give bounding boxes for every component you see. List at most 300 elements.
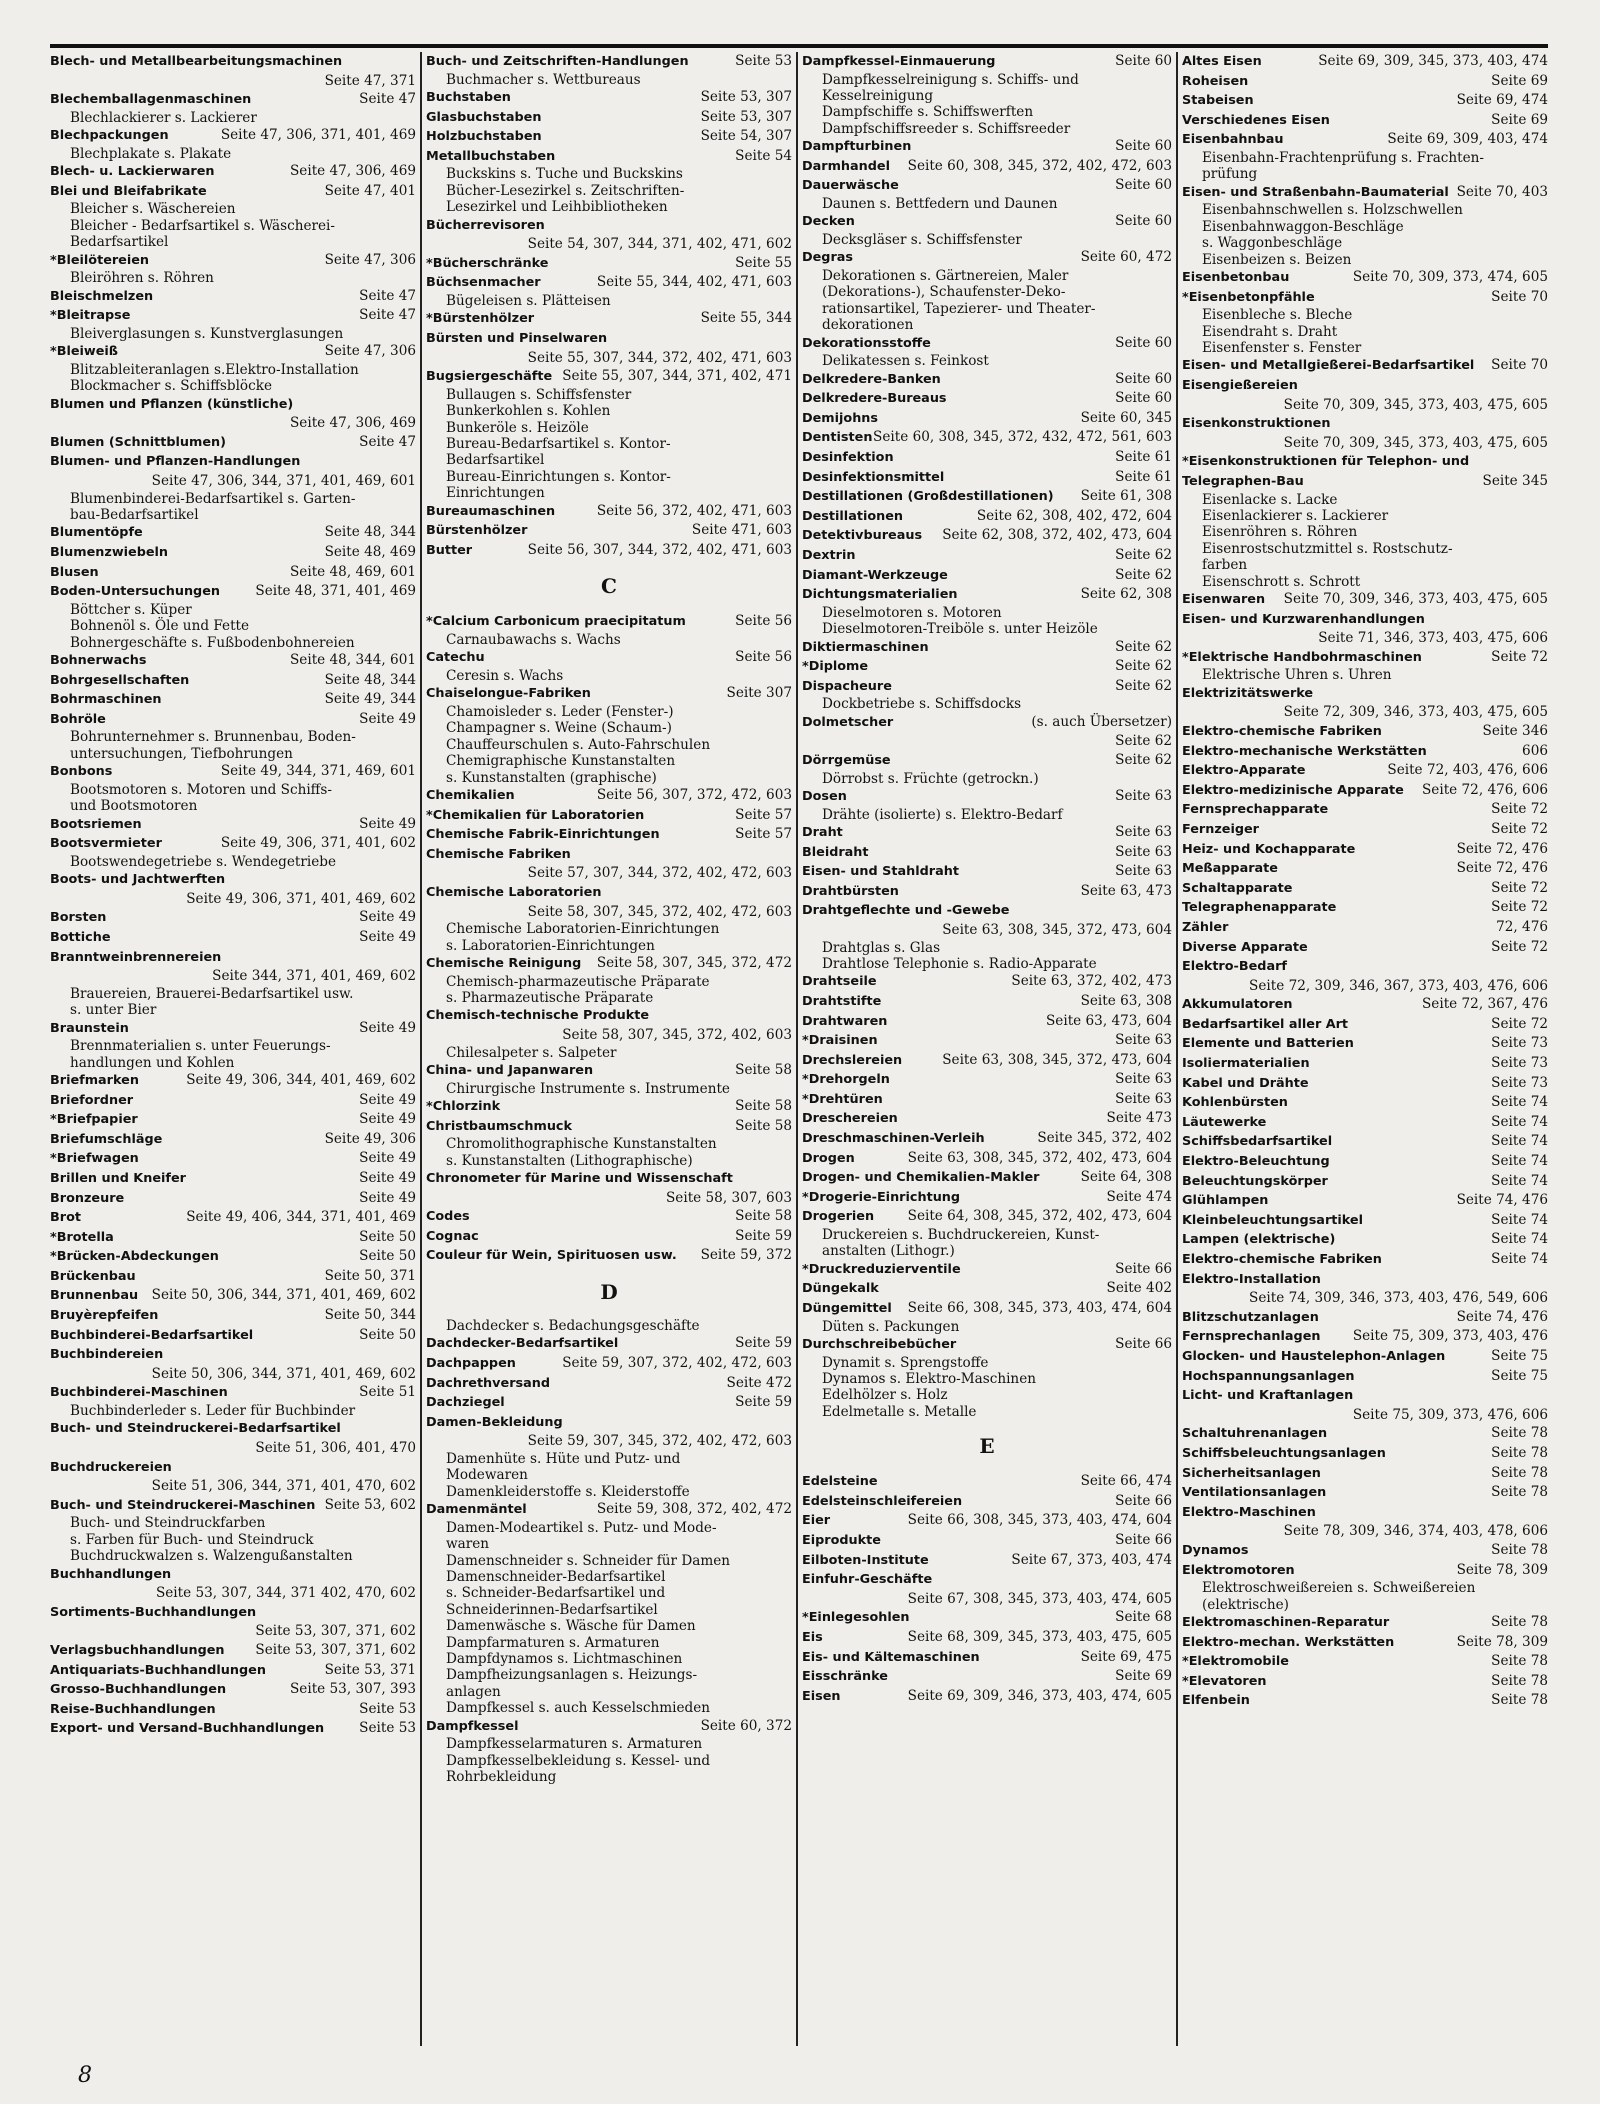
index-entry	[50, 523, 416, 543]
index-entry	[1182, 1464, 1548, 1484]
cross-reference: s. Pharmazeutische Präparate	[446, 989, 654, 1006]
entry-pages: Seite 66	[1115, 1336, 1172, 1353]
entry-pages: Seite 60, 308, 345, 372, 432, 472, 561, 603	[873, 429, 1172, 446]
entry-pages: Seite 50, 306, 344, 371, 401, 469, 602	[151, 1287, 416, 1304]
index-entry	[1182, 1211, 1548, 1231]
cross-reference: Bleiröhren s. Röhren	[70, 270, 214, 287]
entry-heading: Buchstaben	[426, 90, 511, 105]
index-entry	[802, 1608, 1172, 1628]
cross-reference: Eisenröhren s. Röhren	[1202, 524, 1358, 541]
entry-pages: Seite 63, 308, 345, 372, 402, 473, 604	[907, 1149, 1172, 1166]
entry-pages: (s. auch Übersetzer)	[1031, 713, 1172, 730]
entry-pages: Seite 49, 306	[324, 1130, 416, 1147]
entry-pages: Seite 47	[359, 307, 416, 324]
entry-pages: Seite 66	[1115, 1492, 1172, 1509]
index-entry	[1182, 820, 1548, 840]
index-entry	[426, 367, 792, 501]
entry-heading: Elektro-mechan. Werkstätten	[1182, 1634, 1395, 1650]
cross-reference: Damen-Modeartikel s. Putz- und Mode-	[446, 1519, 717, 1536]
entry-heading: Buchbindereien	[50, 1347, 164, 1363]
section-letter: E	[979, 1434, 995, 1459]
entry-pages: Seite 53	[735, 53, 792, 69]
index-entry	[426, 1246, 792, 1266]
index-entry	[426, 273, 792, 309]
entry-heading: *Elektromobile	[1182, 1654, 1289, 1670]
entry-heading: Dreschmaschinen-Verleih	[802, 1131, 985, 1147]
index-entry	[426, 1061, 792, 1097]
index-entry	[426, 254, 792, 274]
cross-reference: Dieselmotoren-Treiböle s. unter Heizöle	[822, 621, 1098, 638]
cross-reference: Damenkleiderstoffe s. Kleiderstoffe	[446, 1483, 690, 1500]
entry-heading: Brot	[50, 1210, 81, 1226]
index-entry	[1182, 1191, 1548, 1211]
entry-heading: Bohrmaschinen	[50, 692, 162, 708]
index-entry	[1182, 356, 1548, 376]
page-number: 8	[78, 2063, 92, 2088]
entry-heading: Verlagsbuchhandlungen	[50, 1643, 225, 1658]
entry-pages: Seite 53	[359, 1700, 416, 1717]
entry-heading: Beleuchtungskörper	[1182, 1173, 1328, 1189]
entry-pages: Seite 55, 344, 402, 471, 603	[596, 274, 792, 291]
entry-heading: Destillationen	[802, 508, 904, 524]
entry-pages: Seite 50, 306, 344, 371, 401, 469, 602	[151, 1365, 416, 1382]
entry-pages: Seite 58	[735, 1117, 792, 1134]
index-entry	[50, 287, 416, 307]
entry-heading: *Bleilötereien	[50, 252, 150, 268]
entry-heading: Sicherheitsanlagen	[1182, 1465, 1321, 1481]
entry-pages: Seite 62, 308	[1080, 586, 1172, 603]
entry-heading: *Briefwagen	[50, 1151, 139, 1167]
entry-heading: Butter	[426, 542, 473, 558]
entry-heading: Blei und Bleifabrikate	[50, 183, 207, 199]
cross-reference: s. Waggonbeschläge	[1202, 235, 1343, 252]
index-entry	[50, 395, 416, 433]
entry-pages: Seite 71, 346, 373, 403, 475, 606	[1318, 630, 1548, 647]
entry-heading: Dampfkessel-Einmauerung	[802, 54, 996, 69]
entry-heading: Blumentöpfe	[50, 525, 143, 541]
entry-heading: Diverse Apparate	[1182, 939, 1308, 955]
index-entry	[50, 1603, 416, 1641]
cross-reference: Damenhüte s. Hüte und Putz- und	[446, 1450, 681, 1467]
cross-reference: Eisenfenster s. Fenster	[1202, 340, 1362, 356]
entry-pages: Seite 74, 309, 346, 373, 403, 476, 549, 606	[1249, 1290, 1548, 1307]
entry-pages: Seite 60, 472	[1080, 249, 1172, 266]
entry-pages: Seite 63, 372, 402, 473	[1011, 973, 1172, 990]
entry-pages: Seite 62	[1115, 546, 1172, 563]
cross-reference: Dampfkesselbekleidung s. Kessel- und	[446, 1752, 711, 1769]
index-entry	[50, 433, 416, 453]
index-entry	[1182, 840, 1548, 860]
entry-heading: Läutewerke	[1182, 1114, 1267, 1130]
index-entry	[50, 815, 416, 835]
entry-heading: Hochspannungsanlagen	[1182, 1368, 1355, 1384]
index-entry	[802, 862, 1172, 882]
index-entry	[50, 1149, 416, 1169]
entry-heading: Bedarfsartikel aller Art	[1182, 1016, 1349, 1032]
entry-pages: Seite 70	[1491, 288, 1548, 305]
entry-pages: Seite 55	[735, 254, 792, 271]
index-entry	[50, 1169, 416, 1189]
index-entry	[50, 1247, 416, 1267]
index-entry	[50, 1700, 416, 1720]
entry-pages: Seite 49, 306, 344, 401, 469, 602	[186, 1071, 416, 1088]
entry-pages: Seite 70, 309, 345, 373, 403, 475, 605	[1283, 396, 1548, 413]
cross-reference: Eisenrostschutzmittel s. Rostschutz-	[1202, 540, 1453, 557]
cross-reference: bau-Bedarfsartikel	[70, 506, 199, 523]
entry-heading: Elektro-mechanische Werkstätten	[1182, 743, 1427, 759]
entry-pages: Seite 72	[1491, 938, 1548, 955]
entry-pages: Seite 53	[359, 1720, 416, 1737]
index-entry	[802, 1031, 1172, 1051]
cross-reference: s. Kunstanstalten (Lithographische)	[446, 1152, 693, 1169]
index-entry	[802, 1648, 1172, 1668]
index-entry	[1182, 1613, 1548, 1633]
entry-heading: Damenmäntel	[426, 1502, 527, 1518]
index-entry	[50, 563, 416, 583]
index-entry	[1182, 957, 1548, 995]
cross-reference: s. Farben für Buch- und Steindruck	[70, 1531, 314, 1548]
entry-pages: Seite 345, 372, 402	[1037, 1130, 1172, 1147]
index-entry	[426, 1393, 792, 1413]
entry-pages: Seite 47, 306, 371, 401, 469	[220, 127, 416, 144]
entry-heading: Boots- und Jachtwerften	[50, 872, 226, 888]
entry-heading: Blitzschutzanlagen	[1182, 1309, 1319, 1325]
entry-heading: Bürsten und Pinselwaren	[426, 330, 608, 346]
index-entry	[426, 684, 792, 786]
entry-pages: Seite 58, 307, 345, 372, 472	[596, 954, 792, 971]
entry-heading: Blech- u. Lackierwaren	[50, 164, 215, 180]
entry-pages: Seite 74	[1491, 1231, 1548, 1248]
entry-heading: *Elevatoren	[1182, 1673, 1267, 1689]
entry-heading: Glocken- und Haustelephon-Anlagen	[1182, 1348, 1446, 1364]
index-entry	[802, 1188, 1172, 1208]
index-entry	[50, 908, 416, 928]
entry-heading: Dampfturbinen	[802, 139, 912, 155]
entry-heading: Eilboten-Institute	[802, 1552, 929, 1568]
cross-reference: Bleicher s. Wäschereien	[70, 201, 236, 218]
entry-heading: Schaltuhrenanlagen	[1182, 1426, 1328, 1442]
entry-heading: Christbaumschmuck	[426, 1118, 573, 1134]
index-entry	[50, 1641, 416, 1661]
entry-heading: Edelsteinschleifereien	[802, 1493, 963, 1509]
entry-heading: Bürstenhölzer	[426, 523, 528, 539]
index-entry	[50, 1326, 416, 1346]
cross-reference: Drahtlose Telephonie s. Radio-Apparate	[822, 955, 1097, 972]
index-entry	[802, 992, 1172, 1012]
index-column-2	[426, 52, 792, 1785]
index-entry	[1182, 1483, 1548, 1503]
entry-pages: Seite 54, 307, 344, 371, 402, 471, 602	[527, 236, 792, 253]
entry-heading: Roheisen	[1182, 73, 1249, 89]
entry-heading: Bugsiergeschäfte	[426, 369, 553, 385]
index-entry	[1182, 1308, 1548, 1328]
entry-pages: Seite 60	[1115, 138, 1172, 155]
entry-pages: Seite 47, 306, 469	[289, 163, 416, 180]
entry-pages: Seite 69, 309, 403, 474	[1387, 131, 1548, 148]
index-entry	[802, 972, 1172, 992]
index-entry	[1182, 1152, 1548, 1172]
entry-heading: Drahtgeflechte und -Gewebe	[802, 903, 1010, 919]
entry-heading: Bootsriemen	[50, 816, 142, 832]
entry-pages: Seite 57, 307, 344, 372, 402, 472, 603	[527, 865, 792, 882]
index-entry	[802, 52, 1172, 137]
entry-pages: Seite 70, 309, 345, 373, 403, 475, 605	[1283, 434, 1548, 451]
entry-heading: Elektro-Apparate	[1182, 763, 1306, 779]
entry-pages: Seite 69	[1491, 72, 1548, 89]
cross-reference: Edelhölzer s. Holz	[822, 1387, 948, 1404]
cross-reference: Einrichtungen	[446, 485, 545, 502]
cross-reference: Blumenbinderei-Bedarfsartikel s. Garten-	[70, 490, 356, 507]
cross-reference: Carnaubawachs s. Wachs	[446, 631, 621, 648]
index-entry	[50, 1228, 416, 1248]
index-entry	[1182, 1034, 1548, 1054]
entry-heading: *Chemikalien für Laboratorien	[426, 807, 645, 823]
entry-pages: Seite 47, 306	[324, 343, 416, 360]
entry-pages: Seite 62, 308, 402, 472, 604	[976, 507, 1172, 524]
index-entry	[1182, 1386, 1548, 1424]
index-entry	[426, 1374, 792, 1394]
index-entry	[802, 657, 1172, 677]
cross-reference: Dampfdynamos s. Lichtmaschinen	[446, 1650, 683, 1667]
entry-heading: *Brücken-Abdeckungen	[50, 1249, 219, 1265]
cross-reference: Eisenbleche s. Bleche	[1202, 307, 1353, 324]
entry-heading: Briefmarken	[50, 1072, 139, 1088]
cross-reference: Böttcher s. Küper	[70, 601, 192, 618]
index-entry	[802, 1511, 1172, 1531]
cross-reference: Dockbetriebe s. Schiffsdocks	[822, 696, 1022, 713]
index-entry	[50, 710, 416, 762]
index-entry	[802, 1168, 1172, 1188]
entry-heading: Blumen- und Pflanzen-Handlungen	[50, 454, 301, 470]
entry-heading: Elektro-chemische Fabriken	[1182, 1252, 1382, 1267]
index-entry	[426, 216, 792, 254]
index-entry	[426, 88, 792, 108]
cross-reference: Chirurgische Instrumente s. Instrumente	[446, 1080, 730, 1097]
index-entry	[802, 448, 1172, 468]
entry-pages: Seite 53, 307	[700, 89, 792, 105]
cross-reference: Drähte (isolierte) s. Elektro-Bedarf	[822, 806, 1063, 823]
index-entry	[802, 507, 1172, 527]
entry-pages: Seite 74, 476	[1456, 1308, 1548, 1325]
cross-reference: Dieselmotoren s. Motoren	[822, 604, 1002, 621]
entry-heading: Glasbuchstaben	[426, 109, 542, 125]
cross-reference: Blechlackierer s. Lackierer	[70, 109, 257, 126]
entry-heading: *Drehorgeln	[802, 1072, 890, 1088]
cross-reference: Dynamos s. Elektro-Maschinen	[822, 1371, 1036, 1388]
entry-heading: Dispacheure	[802, 678, 892, 694]
index-entry	[1182, 288, 1548, 357]
entry-pages: Seite 64, 308, 345, 372, 402, 473, 604	[907, 1208, 1172, 1225]
index-entry	[1182, 648, 1548, 684]
entry-pages: Seite 69, 309, 346, 373, 403, 474, 605	[907, 1687, 1172, 1704]
index-entry	[1182, 781, 1548, 801]
entry-pages: Seite 72	[1491, 899, 1548, 916]
entry-pages: Seite 53, 307, 371, 602	[255, 1642, 416, 1658]
entry-heading: Elektrizitätswerke	[1182, 685, 1314, 701]
entry-heading: Altes Eisen	[1182, 54, 1262, 69]
index-entry	[50, 126, 416, 162]
entry-pages: Seite 74	[1491, 1211, 1548, 1228]
entry-pages: Seite 58, 307, 345, 372, 402, 603	[562, 1026, 792, 1043]
index-entry	[1182, 111, 1548, 131]
entry-pages: Seite 50	[359, 1248, 416, 1265]
index-entry	[802, 389, 1172, 409]
index-entry	[50, 1110, 416, 1130]
index-entry	[426, 648, 792, 684]
index-entry	[1182, 898, 1548, 918]
entry-pages: Seite 50	[359, 1228, 416, 1245]
index-entry	[1182, 1652, 1548, 1672]
cross-reference: Ceresin s. Wachs	[446, 667, 564, 684]
entry-heading: Bücherrevisoren	[426, 217, 545, 233]
index-entry	[1182, 1541, 1548, 1561]
entry-heading: Drahtstifte	[802, 993, 882, 1009]
index-entry	[426, 806, 792, 826]
index-entry	[426, 883, 792, 954]
cross-reference: Delikatessen s. Feinkost	[822, 353, 989, 370]
index-column-3	[802, 52, 1172, 1706]
entry-pages: Seite 74	[1491, 1172, 1548, 1189]
entry-heading: *Eisenbetonpfähle	[1182, 289, 1315, 305]
entry-heading: Eisen- und Stahldraht	[802, 864, 959, 880]
index-entry	[426, 541, 792, 561]
entry-pages: Seite 70, 309, 373, 474, 605	[1352, 269, 1548, 285]
entry-pages: Seite 50, 371	[324, 1267, 416, 1284]
index-entry	[802, 638, 1172, 658]
entry-heading: Bureaumaschinen	[426, 503, 556, 519]
cross-reference: handlungen und Kohlen	[70, 1054, 235, 1071]
entry-heading: Edelsteine	[802, 1474, 878, 1490]
entry-pages: Seite 62	[1115, 733, 1172, 750]
cross-reference: Dekorationen s. Gärtnereien, Maler	[822, 268, 1069, 284]
index-entry	[426, 1334, 792, 1354]
index-entry	[50, 1565, 416, 1603]
entry-heading: Isoliermaterialien	[1182, 1056, 1310, 1072]
entry-heading: Meßapparate	[1182, 861, 1278, 877]
entry-pages: Seite 68	[1115, 1609, 1172, 1626]
entry-heading: Dachziegel	[426, 1395, 505, 1411]
index-entry	[426, 954, 792, 1006]
entry-pages: 72, 476	[1496, 918, 1548, 935]
entry-heading: *Bücherschränke	[426, 255, 549, 271]
entry-pages: Seite 63, 308	[1080, 992, 1172, 1009]
entry-pages: Seite 49	[359, 1150, 416, 1167]
entry-pages: Seite 74, 476	[1456, 1192, 1548, 1209]
index-entry	[426, 1717, 792, 1786]
entry-pages: Seite 72, 476	[1456, 860, 1548, 877]
entry-heading: *Diplome	[802, 659, 869, 675]
entry-heading: Chemische Laboratorien	[426, 884, 602, 900]
entry-pages: Seite 471, 603	[691, 522, 792, 539]
cross-reference: Bohnenöl s. Öle und Fette	[70, 618, 250, 635]
entry-heading: Braunstein	[50, 1020, 129, 1036]
entry-pages: Seite 72, 309, 346, 373, 403, 475, 605	[1283, 704, 1548, 721]
entry-pages: Seite 53, 602	[324, 1496, 416, 1513]
cross-reference: s. unter Bier	[70, 1002, 157, 1019]
index-entry	[426, 329, 792, 367]
index-entry	[802, 1051, 1172, 1071]
entry-heading: Chemische Fabrik-Einrichtungen	[426, 827, 660, 843]
entry-heading: Schaltapparate	[1182, 880, 1293, 896]
cross-reference: Buch- und Steindruckfarben	[70, 1515, 266, 1532]
entry-pages: Seite 58, 307, 345, 372, 402, 472, 603	[527, 903, 792, 920]
index-entry	[426, 127, 792, 147]
entry-heading: Blech- und Metallbearbeitungsmachinen	[50, 54, 343, 69]
cross-reference: Damenwäsche s. Wäsche für Damen	[446, 1618, 696, 1635]
entry-pages: Seite 78	[1491, 1464, 1548, 1481]
index-entry	[1182, 414, 1548, 452]
index-entry	[1182, 1172, 1548, 1192]
entry-pages: Seite 66	[1115, 1260, 1172, 1277]
index-entry	[1182, 130, 1548, 182]
entry-heading: Bottiche	[50, 929, 111, 945]
index-entry	[802, 1299, 1172, 1335]
index-entry	[50, 1383, 416, 1419]
entry-heading: Elektro-chemische Fabriken	[1182, 723, 1382, 739]
entry-heading: Chemisch-technische Produkte	[426, 1008, 650, 1024]
cross-reference: Blechplakate s. Plakate	[70, 145, 232, 162]
entry-heading: *Draisinen	[802, 1033, 878, 1049]
index-entry	[802, 1472, 1172, 1492]
index-entry	[802, 1551, 1172, 1571]
index-entry	[50, 162, 416, 182]
entry-pages: Seite 51, 306, 344, 371, 401, 470, 602	[151, 1478, 416, 1495]
entry-pages: Seite 47, 371	[324, 72, 416, 89]
entry-heading: Buchbinderei-Bedarfsartikel	[50, 1327, 254, 1343]
cross-reference: Dachdecker s. Bedachungsgeschäfte	[446, 1317, 700, 1334]
index-entry	[50, 870, 416, 908]
index-entry	[802, 1129, 1172, 1149]
cross-reference: Druckereien s. Buchdruckereien, Kunst-	[822, 1227, 1100, 1244]
index-entry	[426, 309, 792, 329]
index-entry	[802, 546, 1172, 566]
cross-reference: (Dekorations-), Schaufenster-Deko-	[822, 284, 1066, 301]
index-entry	[1182, 1250, 1548, 1270]
entry-heading: Cognac	[426, 1228, 479, 1244]
index-entry	[802, 1207, 1172, 1259]
entry-heading: Dentisten	[802, 430, 873, 446]
entry-pages: Seite 72, 403, 476, 606	[1387, 762, 1548, 779]
index-entry	[802, 409, 1172, 429]
entry-pages: Seite 72, 309, 346, 367, 373, 403, 476, 606	[1249, 977, 1548, 994]
entry-heading: Catechu	[426, 650, 485, 666]
entry-pages: Seite 50, 344	[324, 1307, 416, 1324]
entry-heading: Buch- und Steindruckerei-Bedarfsartikel	[50, 1421, 341, 1437]
index-entry	[50, 582, 416, 651]
index-entry	[1182, 183, 1548, 268]
entry-pages: Seite 49	[359, 1019, 416, 1036]
entry-pages: Seite 63	[1115, 823, 1172, 840]
entry-pages: Seite 72, 476, 606	[1421, 781, 1548, 798]
index-entry	[50, 251, 416, 287]
entry-pages: Seite 55, 344	[700, 310, 792, 327]
entry-heading: Desinfektion	[802, 450, 894, 465]
entry-heading: Blusen	[50, 564, 99, 580]
index-entry	[1182, 1015, 1548, 1035]
entry-pages: Seite 55, 307, 344, 371, 402, 471	[562, 368, 792, 385]
index-entry	[1182, 72, 1548, 92]
entry-heading: Drechslereien	[802, 1052, 903, 1068]
entry-heading: Couleur für Wein, Spirituosen usw.	[426, 1248, 677, 1264]
entry-heading: Bleidraht	[802, 844, 869, 860]
index-entry	[50, 928, 416, 948]
cross-reference: Eisenlacke s. Lacke	[1202, 491, 1338, 508]
cross-reference: Buchbinderleder s. Leder für Buchbinder	[70, 1403, 356, 1420]
index-entry	[50, 1286, 416, 1306]
entry-heading: Dachdecker-Bedarfsartikel	[426, 1336, 619, 1352]
index-entry	[50, 762, 416, 814]
entry-heading: Bohrgesellschaften	[50, 672, 190, 688]
